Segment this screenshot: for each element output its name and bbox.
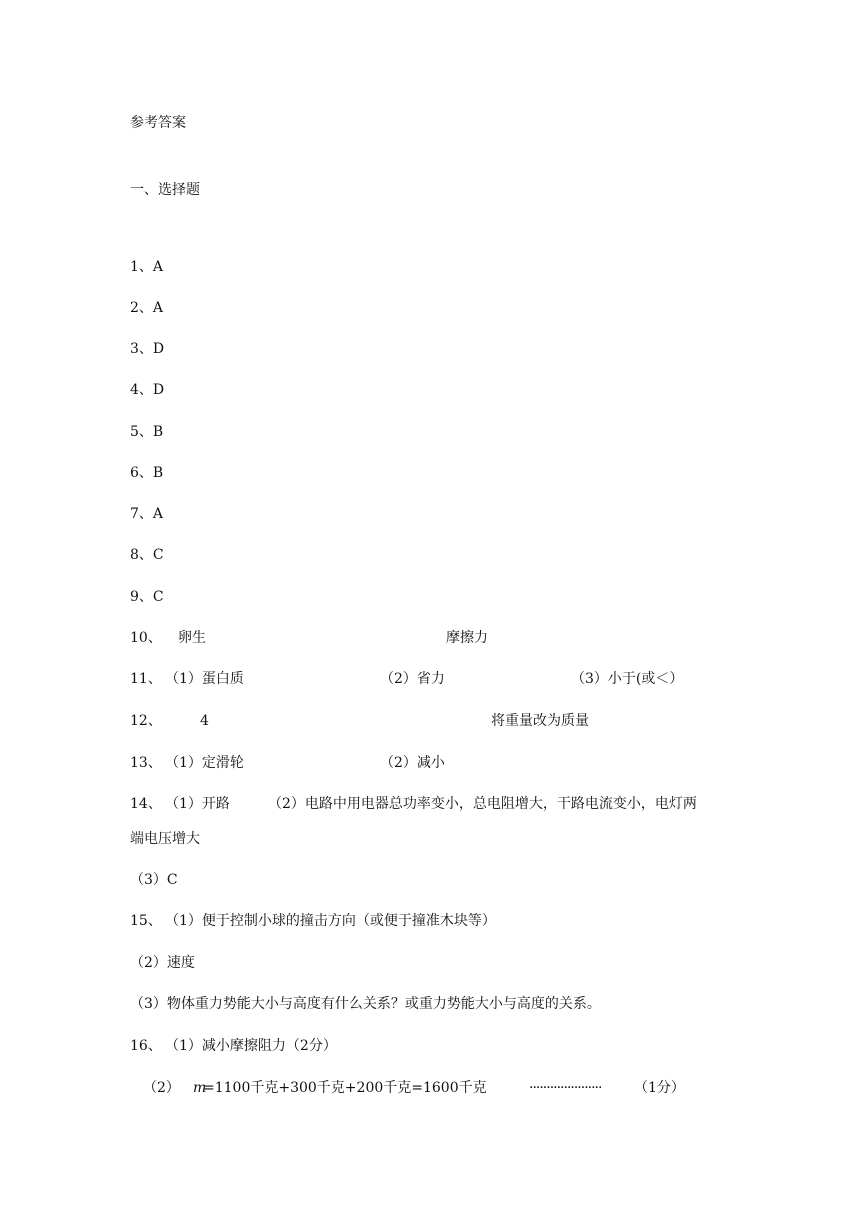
answer-15-number: 15、 (130, 913, 162, 929)
answer-10-part-a: 卵生 (178, 630, 206, 646)
answer-2: 2、A (130, 300, 164, 316)
answer-14-number: 14、 (130, 796, 162, 812)
answer-6: 6、B (130, 465, 164, 481)
answer-12-part-a: 4 (200, 713, 209, 729)
answer-14-part-1: （1）开路 (165, 796, 230, 812)
answer-9: 9、C (130, 589, 164, 605)
answer-5: 5、B (130, 424, 164, 440)
answer-16-part-2-label: （2） (143, 1080, 180, 1096)
answer-3: 3、D (130, 341, 165, 357)
answer-15-part-3: （3）物体重力势能大小与高度有什么关系？或重力势能大小与高度的关系。 (130, 996, 601, 1012)
answer-15-part-1: （1）便于控制小球的撞击方向（或便于撞准木块等） (165, 913, 496, 929)
section-heading-choice: 一、选择题 (130, 182, 200, 198)
answer-16-number: 16、 (130, 1038, 162, 1054)
answer-10-number: 10、 (130, 630, 162, 646)
answer-12-number: 12、 (130, 713, 162, 729)
answer-16-score: （1分） (634, 1080, 685, 1096)
answer-13-part-1: （1）定滑轮 (165, 755, 244, 771)
answer-4: 4、D (130, 382, 165, 398)
answer-12-part-b: 将重量改为质量 (491, 713, 589, 729)
answer-16-mass-equation: =1100千克+300千克+200千克=1600千克 (203, 1080, 487, 1096)
answer-11-number: 11、 (130, 671, 162, 687)
answer-13-part-2: （2）减小 (380, 755, 445, 771)
answer-13-number: 13、 (130, 755, 162, 771)
answer-14-part-2: （2）电路中用电器总功率变小，总电阻增大，干路电流变小，电灯两 (268, 796, 697, 812)
answer-16-part-1: （1）减小摩擦阻力（2分） (165, 1038, 337, 1054)
answer-7: 7、A (130, 506, 164, 522)
answer-10-part-b: 摩擦力 (446, 630, 488, 646)
answer-1: 1、A (130, 259, 164, 275)
answer-11-part-3: （3）小于(或＜） (571, 671, 684, 687)
answer-11-part-1: （1）蛋白质 (165, 671, 244, 687)
answer-14-part-2-cont: 端电压增大 (130, 831, 200, 847)
answer-15-part-2: （2）速度 (130, 955, 195, 971)
page-title: 参考答案 (130, 115, 186, 131)
answer-11-part-2: （2）省力 (380, 671, 445, 687)
answer-14-part-3: （3）C (130, 872, 178, 888)
answer-16-mass-variable: m (193, 1080, 207, 1096)
answer-16-leader-dots: ····················· (529, 1080, 602, 1096)
answer-8: 8、C (130, 547, 164, 563)
